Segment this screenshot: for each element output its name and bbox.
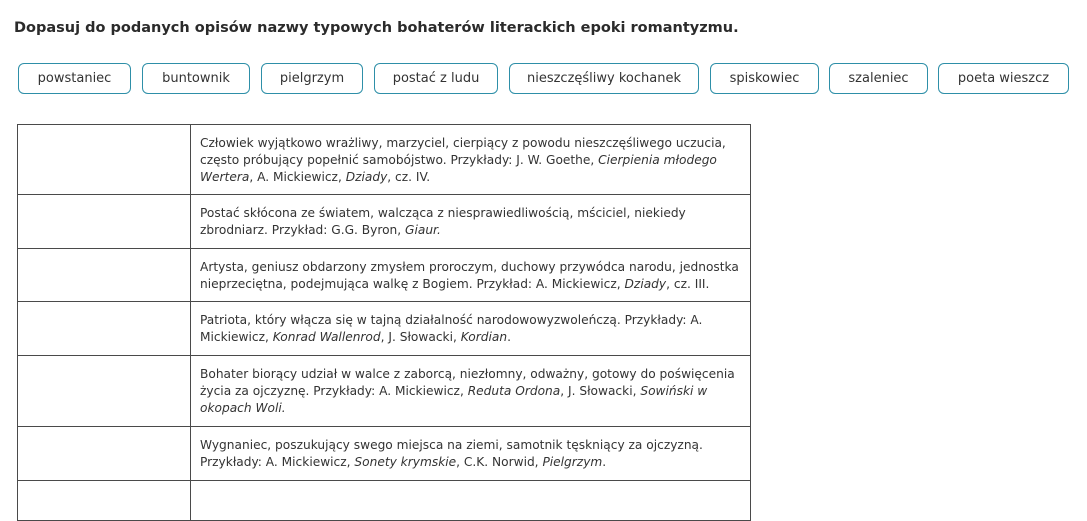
drop-slot[interactable] <box>18 481 191 521</box>
description-text: Artysta, geniusz obdarzony zmysłem proroczym, duchowy przywódca narodu, jednostka nieprzeciętna, podejmująca walkę z Bogiem. Przykład: A. Mickiewicz, <box>200 260 739 291</box>
description-text: , J. Słowacki, <box>380 330 461 344</box>
chip-postac-z-ludu[interactable]: postać z ludu <box>374 63 498 94</box>
work-title: Cierpienia młodego Wertera <box>200 153 717 184</box>
table-row <box>18 481 751 521</box>
description-cell <box>191 427 751 481</box>
description-text: , cz. IV. <box>387 170 431 184</box>
drop-slot[interactable] <box>18 356 191 427</box>
work-title: Konrad Wallenrod <box>272 330 381 344</box>
work-title: Giaur. <box>405 223 441 237</box>
table-row <box>18 302 751 356</box>
chip-szaleniec[interactable]: szaleniec <box>829 63 928 94</box>
chip-powstaniec[interactable]: powstaniec <box>18 63 131 94</box>
description-cell <box>191 481 751 521</box>
work-title: Pielgrzym <box>542 455 603 469</box>
description-text: Patriota, który włącza się w tajną działalność narodowowyzwoleńczą. Przykłady: A. Mickiewicz, <box>200 313 703 344</box>
description-text: , C.K. Norwid, <box>456 455 543 469</box>
description-cell <box>191 125 751 195</box>
drop-slot[interactable] <box>18 249 191 302</box>
description-text: Postać skłócona ze światem, walcząca z niesprawiedliwością, mściciel, niekiedy zbrodniarz. Przykład: G.G. Byron, <box>200 206 686 237</box>
chip-pielgrzym[interactable]: pielgrzym <box>261 63 363 94</box>
chip-nieszczesliwy-kochanek[interactable]: nieszczęśliwy kochanek <box>509 63 699 94</box>
description-text: . <box>507 330 511 344</box>
table-row <box>18 427 751 481</box>
description-text: , J. Słowacki, <box>560 384 641 398</box>
work-title: Dziady <box>345 170 388 184</box>
description-cell <box>191 302 751 356</box>
work-title: Sonety krymskie <box>354 455 457 469</box>
description-cell <box>191 195 751 249</box>
drop-slot[interactable] <box>18 125 191 195</box>
description-cell <box>191 356 751 427</box>
drop-slot[interactable] <box>18 195 191 249</box>
matching-table <box>17 124 751 521</box>
chip-poeta-wieszcz[interactable]: poeta wieszcz <box>938 63 1069 94</box>
description-text: Wygnaniec, poszukujący swego miejsca na ziemi, samotnik tęskniący za ojczyzną. Przykłady: A. Mickiewicz, <box>200 438 703 469</box>
description-text: Człowiek wyjątkowo wrażliwy, marzyciel, cierpiący z powodu nieszczęśliwego uczucia, często próbujący popełnić samobójstwo. Przykłady: J. W. Goethe, <box>200 136 726 167</box>
table-row <box>18 356 751 427</box>
answer-bank <box>0 63 1087 97</box>
description-text: Bohater biorący udział w walce z zaborcą, niezłomny, odważny, gotowy do poświęcenia życia za ojczyznę. Przykłady: A. Mickiewicz, <box>200 367 735 398</box>
table-row <box>18 249 751 302</box>
chip-spiskowiec[interactable]: spiskowiec <box>710 63 819 94</box>
description-cell <box>191 249 751 302</box>
description-text: , A. Mickiewicz, <box>249 170 346 184</box>
work-title: Kordian <box>460 330 508 344</box>
table-row <box>18 125 751 195</box>
drop-slot[interactable] <box>18 302 191 356</box>
description-text: , cz. III. <box>666 277 710 291</box>
drop-slot[interactable] <box>18 427 191 481</box>
work-title: Dziady <box>624 277 667 291</box>
work-title: Sowiński w okopach Woli. <box>200 384 708 415</box>
description-text: . <box>602 455 607 469</box>
table-row <box>18 195 751 249</box>
work-title: Reduta Ordona <box>467 384 561 398</box>
instruction-text: Dopasuj do podanych opisów nazwy typowych bohaterów literackich epoki romantyzmu. <box>14 20 739 36</box>
chip-buntownik[interactable]: buntownik <box>142 63 250 94</box>
